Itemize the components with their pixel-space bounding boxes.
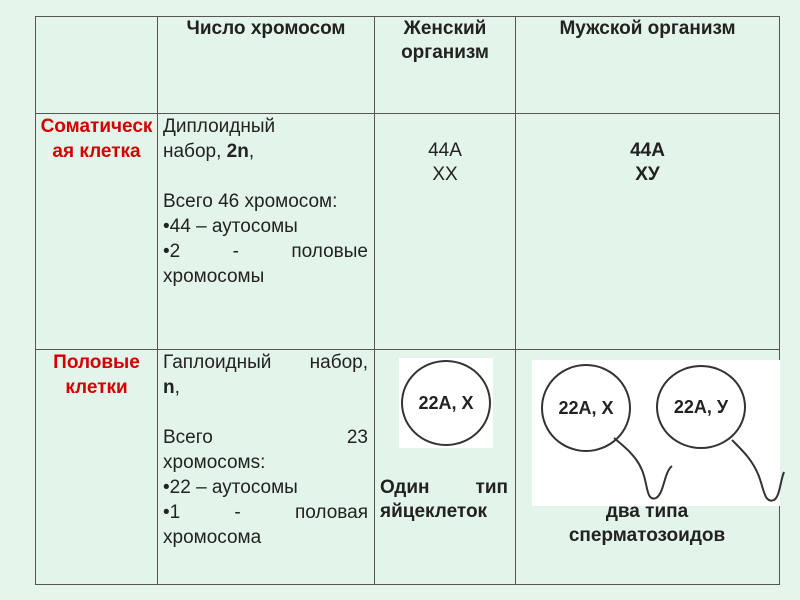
header-chromosome-count: Число хромосом — [158, 17, 375, 114]
somatic-bullet-sex: •2 - половые — [163, 241, 368, 262]
header-male-organism: Мужской организм — [516, 17, 780, 114]
somatic-bullet-sex-cont: хромосомы — [163, 266, 265, 287]
egg-caption: Один тип яйцеклеток — [380, 477, 508, 522]
somatic-male-cell — [516, 114, 780, 350]
sex-bullet-sex: •1 - половая — [163, 502, 368, 523]
somatic-count-line2: набор, 2n, — [163, 141, 255, 162]
sperm-caption: два типа сперматозоидов — [568, 501, 726, 546]
somatic-female-line1: 44А — [428, 140, 462, 161]
somatic-male-line1: 44А — [630, 140, 665, 161]
sex-total: Всего 23 — [163, 427, 368, 448]
sperm-x-label: 22А, Х — [558, 397, 614, 418]
somatic-label: Соматическая клетка — [40, 116, 153, 162]
somatic-total: Всего 46 хромосом: — [163, 191, 338, 212]
somatic-label-cell — [36, 114, 158, 350]
header-corner-cell — [36, 17, 158, 114]
sperm-y-head — [656, 365, 746, 449]
sex-count-cell — [158, 350, 375, 585]
sex-total-cont: хромосомs: — [163, 452, 266, 473]
sex-count-line2: n, — [163, 377, 180, 398]
header-female-text: Женский организм — [401, 18, 489, 63]
sex-count-line1: Гаплоидный набор, — [163, 352, 368, 373]
somatic-bullet-autosomes: •44 – аутосомы — [163, 216, 298, 237]
egg-image — [399, 358, 493, 448]
sperm-image — [532, 360, 780, 506]
somatic-count-line1: Диплоидный — [163, 116, 276, 137]
chromosome-table — [35, 16, 780, 585]
sex-bullet-autosomes: •22 – аутосомы — [163, 477, 298, 498]
egg-circle — [401, 360, 491, 446]
somatic-female-cell — [375, 114, 516, 350]
sex-cells-label: Половые клетки — [53, 352, 140, 398]
sperm-tails-icon — [532, 360, 780, 506]
sperm-y-label: 22А, У — [673, 396, 729, 417]
somatic-count-cell — [158, 114, 375, 350]
sex-bullet-sex-cont: хромосома — [163, 527, 262, 548]
egg-cell — [375, 350, 516, 585]
sex-cells-label-cell — [36, 350, 158, 585]
header-female-organism — [375, 17, 516, 114]
sperm-cell — [516, 350, 780, 585]
somatic-female-line2: ХХ — [432, 164, 458, 185]
egg-label: 22А, Х — [418, 392, 474, 413]
somatic-male-line2: ХУ — [635, 164, 660, 185]
